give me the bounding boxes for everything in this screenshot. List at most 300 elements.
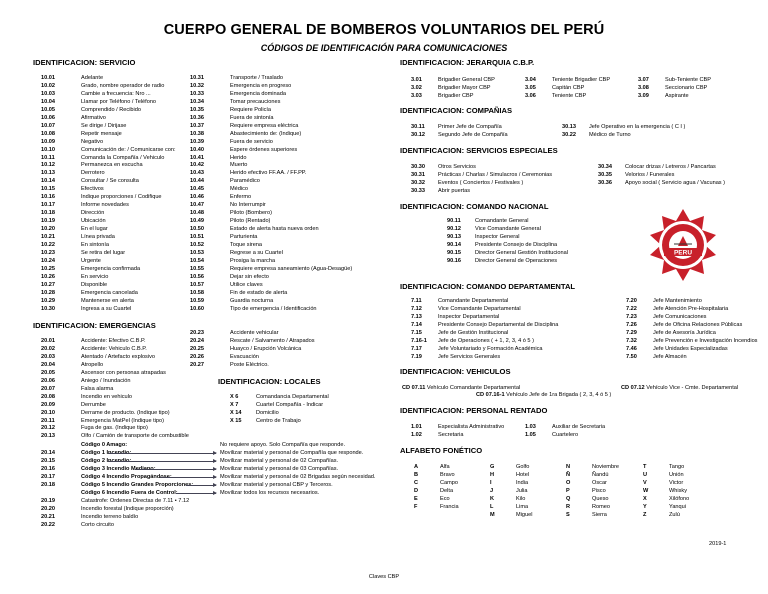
item-code: 20.24 <box>190 337 204 344</box>
list-item <box>411 423 504 431</box>
item-label: Fuga de gas. (Indique tipo) <box>81 425 148 432</box>
page-footer: Claves CBP <box>368 574 400 580</box>
item-label: Eventos ( Conciertos / Festivales ) <box>438 179 524 186</box>
item-label: Accidente: Efectivo C.B.P. <box>81 338 146 344</box>
arrow-codigo-5 <box>186 485 216 486</box>
fonetico-item <box>414 471 455 479</box>
item-code: 30.33 <box>411 187 425 194</box>
fonetico-word: Whisky <box>669 487 688 494</box>
item-code: 10.08 <box>41 130 55 137</box>
fonetico-word: Victor <box>669 479 684 486</box>
list-item <box>411 313 499 321</box>
item-code: X 7 <box>230 401 239 408</box>
item-label: Comanda la Compañía / Vehiculo <box>81 154 165 161</box>
item-code: 10.39 <box>190 138 204 145</box>
fonetico-item <box>566 487 606 495</box>
vehiculo-label: Vehículo Vice - Cmte. Departamental <box>646 385 739 391</box>
item-code: 10.35 <box>190 106 204 113</box>
item-label: Abastecimiento de: (Indique) <box>230 130 302 137</box>
list-item <box>41 417 164 425</box>
vehiculo-row-3 <box>476 391 611 399</box>
list-item <box>411 131 508 139</box>
item-code: 10.47 <box>190 202 204 209</box>
list-item <box>41 297 134 305</box>
item-label: Especialista Administrativo <box>438 424 505 430</box>
item-code: 7.16-1 <box>411 337 427 344</box>
item-code: 90.14 <box>447 241 461 248</box>
list-item <box>626 297 702 305</box>
item-label: Herido <box>230 154 247 161</box>
item-code: 30.31 <box>411 171 425 178</box>
item-label: Toque sirena <box>230 241 263 248</box>
fonetico-item <box>414 463 450 471</box>
item-label: Jefe Voluntariado y Formación Académica <box>438 345 543 352</box>
item-label: Seccionario CBP <box>665 84 708 91</box>
fonetico-letter: E <box>414 495 418 502</box>
item-label: Jefe Mantenimiento <box>653 298 702 304</box>
fonetico-word: Hotel <box>516 471 530 478</box>
list-item <box>598 171 674 179</box>
fonetico-letter: O <box>566 479 571 486</box>
item-label: Código 6 Incendio Fuera de Control: <box>81 489 178 496</box>
item-code: 1.01 <box>411 424 422 430</box>
item-label: Vice Comandante General <box>475 225 541 232</box>
list-item <box>190 337 315 345</box>
item-code: 10.38 <box>190 130 204 137</box>
fonetico-word: Alfa <box>440 464 450 470</box>
item-code: 10.26 <box>41 273 55 280</box>
item-label: Apoyo social ( Servicio agua / Vacunas ) <box>625 179 726 186</box>
item-label: Tomar precauciones <box>230 98 281 105</box>
list-item <box>447 225 541 233</box>
arrow-codigo-4 <box>160 477 216 478</box>
item-code: 3.02 <box>411 84 422 91</box>
fonetico-letter: L <box>490 503 494 510</box>
fonetico-word: India <box>516 479 529 486</box>
fonetico-letter: Y <box>643 503 647 510</box>
item-label: Comprendido / Recibido <box>81 106 142 113</box>
item-code: 20.25 <box>190 345 204 352</box>
item-code: 90.13 <box>447 233 461 240</box>
list-item <box>41 114 106 122</box>
list-item <box>411 187 470 195</box>
list-item <box>41 505 174 513</box>
fonetico-word: Golfo <box>516 464 530 470</box>
fonetico-letter: Q <box>566 495 571 502</box>
item-label: Huayco / Erupción Volcánica <box>230 345 302 352</box>
item-label: Segundo Jefe de Compañía <box>438 131 508 138</box>
item-label: Capitán CBP <box>552 84 585 91</box>
list-item <box>230 393 329 401</box>
list-item <box>41 337 146 345</box>
item-code: 10.21 <box>41 234 55 240</box>
list-item <box>41 161 143 169</box>
item-label: Parturienta <box>230 234 258 240</box>
item-code: 20.01 <box>41 338 55 344</box>
item-code: 3.08 <box>638 84 649 91</box>
jerarquia-item <box>638 76 711 84</box>
item-code: 20.18 <box>41 481 55 488</box>
fonetico-letter: T <box>643 464 647 470</box>
item-code: 3.09 <box>638 92 649 99</box>
item-code: 3.04 <box>525 77 536 83</box>
list-item <box>41 185 104 193</box>
item-label: Velorios / Funerales <box>625 171 675 178</box>
item-code: 10.10 <box>41 146 55 153</box>
list-item <box>41 385 113 393</box>
fonetico-letter: B <box>414 471 419 478</box>
item-code: 10.36 <box>190 114 204 121</box>
fonetico-item <box>490 463 529 471</box>
fonetico-word: Romeo <box>592 503 611 510</box>
list-item <box>41 209 104 217</box>
list-item <box>411 163 476 171</box>
list-item <box>41 289 138 297</box>
list-item <box>190 249 283 257</box>
item-code: 7.19 <box>411 353 422 360</box>
item-label: Negativo <box>81 138 104 145</box>
fonetico-item <box>490 503 528 511</box>
item-label: Comandancia Departamental <box>256 394 329 400</box>
list-item <box>41 130 122 138</box>
item-label: Centro de Trabajo <box>256 417 301 424</box>
item-code: 10.17 <box>41 202 55 209</box>
item-label: Ascensor con personas atrapadas <box>81 369 166 376</box>
list-item <box>41 82 164 90</box>
section-header-emergencias: IDENTIFICACION: EMERGENCIAS <box>33 321 156 330</box>
item-label: Médico de Turno <box>589 131 631 138</box>
item-label: Domicilio <box>256 409 279 416</box>
fonetico-word: Eco <box>440 495 450 502</box>
list-item <box>626 337 757 345</box>
item-code: 7.11 <box>411 298 422 304</box>
list-item <box>411 297 508 305</box>
list-item <box>190 361 269 369</box>
item-code: 30.30 <box>411 164 425 170</box>
list-item <box>190 82 291 90</box>
list-item <box>41 74 103 82</box>
item-label: Tipo de emergencia / Identificación <box>230 305 317 312</box>
fonetico-word: Queso <box>592 495 609 502</box>
jerarquia-item <box>638 84 707 92</box>
item-code: 7.29 <box>626 329 637 336</box>
list-item <box>190 154 246 162</box>
item-label: Inspector General <box>475 233 520 240</box>
list-item <box>41 201 129 209</box>
fonetico-letter: V <box>643 479 647 486</box>
item-code: 3.01 <box>411 77 422 83</box>
item-code: 20.17 <box>41 473 55 480</box>
item-code: 7.20 <box>626 298 637 304</box>
fonetico-letter: F <box>414 503 418 510</box>
item-code: 10.40 <box>190 146 204 153</box>
item-label: Accidente: Vehiculo C.B.P. <box>81 345 147 352</box>
item-label: Se dirige / Dirijase <box>81 122 127 129</box>
list-item <box>41 481 193 489</box>
list-item <box>447 249 568 257</box>
item-code: 20.08 <box>41 393 55 400</box>
fonetico-item <box>490 511 532 519</box>
item-label: Disponible <box>81 281 108 288</box>
list-item <box>41 489 178 497</box>
item-code: 10.54 <box>190 257 204 264</box>
item-label: Otros Servicios <box>438 164 476 170</box>
item-label: Piloto (Bombero) <box>230 210 272 217</box>
item-label: Dejar sin efecto <box>230 273 269 280</box>
item-label: Jefe Unidades Especializadas <box>653 345 728 352</box>
item-code: 10.16 <box>41 194 55 201</box>
item-code: 10.06 <box>41 114 55 121</box>
codigo-desc: No requiere apoyo. Solo Compañía que responde. <box>220 442 346 448</box>
item-code: 10.14 <box>41 178 55 185</box>
fonetico-item <box>566 511 607 519</box>
item-code: 7.14 <box>411 321 422 328</box>
fonetico-letter: K <box>490 495 495 502</box>
item-code: 20.09 <box>41 401 55 408</box>
list-item <box>41 217 106 225</box>
list-item <box>626 305 728 313</box>
list-item <box>41 177 139 185</box>
item-code: 20.23 <box>190 330 204 336</box>
item-label: Jefe de Oficina Relaciones Públicas <box>653 321 743 328</box>
list-item <box>411 345 542 353</box>
fonetico-word: Campo <box>440 479 459 486</box>
item-code: 10.19 <box>41 218 55 225</box>
section-header-rentado: IDENTIFICACION: PERSONAL RENTADO <box>400 406 548 415</box>
item-label: Código 1 Incendio: <box>81 449 132 456</box>
list-item <box>190 130 301 138</box>
fonetico-letter: A <box>414 464 419 470</box>
item-code: 10.23 <box>41 249 55 256</box>
item-label: Atropello <box>81 361 104 368</box>
item-code: 10.59 <box>190 297 204 304</box>
fonetico-item <box>414 487 453 495</box>
item-label: Catastrofe: Ordenes Directas de 7.11 • 7.12 <box>81 498 190 504</box>
list-item <box>411 123 502 131</box>
list-item <box>41 473 172 481</box>
item-code: 3.05 <box>525 84 536 91</box>
vehiculo-code: CD 07.11 <box>402 385 426 391</box>
item-label: Fuera de servicio <box>230 138 273 145</box>
fonetico-letter: S <box>566 511 570 518</box>
list-item <box>41 345 147 353</box>
list-item <box>41 273 108 281</box>
fonetico-word: Noviembre <box>592 464 620 470</box>
jerarquia-item <box>411 76 495 84</box>
list-item <box>626 321 742 329</box>
item-code: 90.16 <box>447 257 461 264</box>
item-code: 1.03 <box>525 424 536 430</box>
item-code: 10.22 <box>41 241 55 248</box>
item-code: 7.32 <box>626 337 637 344</box>
list-item <box>41 377 130 385</box>
fonetico-item <box>490 479 528 487</box>
list-item <box>626 345 728 353</box>
item-label: Prácticas / Charlas / Simulacros / Ceremonias <box>438 171 553 178</box>
item-label: Jefe Almacén <box>653 353 687 360</box>
item-label: Consultar / Se consulta <box>81 178 139 185</box>
item-label: Fuera de sintonía <box>230 114 274 121</box>
item-code: 10.33 <box>190 90 204 97</box>
list-item <box>41 497 189 505</box>
item-code: 10.60 <box>190 305 204 312</box>
list-item <box>41 154 164 162</box>
section-header-fonetico: ALFABETO FONÉTICO <box>400 446 483 455</box>
fonetico-item <box>490 495 525 503</box>
item-label: Cuartelero <box>552 431 579 438</box>
item-code: 7.46 <box>626 345 637 352</box>
fonetico-word: Kilo <box>516 495 526 502</box>
item-code: 10.57 <box>190 281 204 288</box>
fonetico-item <box>414 495 450 503</box>
item-code: 30.36 <box>598 179 612 186</box>
item-label: Atentado / Artefacto explosivo <box>81 353 156 360</box>
item-code: 20.03 <box>41 353 55 360</box>
fonetico-word: Delta <box>440 487 454 494</box>
item-code: 10.58 <box>190 289 204 296</box>
jerarquia-item <box>525 92 586 100</box>
list-item <box>411 329 508 337</box>
list-item <box>190 169 306 177</box>
item-code: 20.10 <box>41 409 55 416</box>
list-item <box>190 90 286 98</box>
list-item <box>41 361 103 369</box>
item-code: 10.44 <box>190 178 204 185</box>
fonetico-item <box>566 463 619 471</box>
item-label: Brigadier CBP <box>438 92 474 99</box>
item-code: 10.42 <box>190 162 204 169</box>
item-code: 10.24 <box>41 257 55 264</box>
item-label: Requiere empresa saneamiento (Agua-Desagüe) <box>230 265 353 272</box>
fonetico-letter: C <box>414 479 419 486</box>
list-item <box>41 241 109 249</box>
item-code: 10.15 <box>41 186 55 193</box>
item-label: Jefe Operativo en la emergencia ( C I ) <box>589 124 686 130</box>
item-code: 10.32 <box>190 82 204 89</box>
item-code: 10.55 <box>190 265 204 272</box>
item-code: 10.20 <box>41 226 55 233</box>
fonetico-letter: Z <box>643 511 647 518</box>
item-code: 10.50 <box>190 226 204 233</box>
item-label: Vice Comandante Departamental <box>438 305 521 312</box>
item-label: Jefe de Gestión Institucional <box>438 329 509 336</box>
item-label: Sub-Teniente CBP <box>665 77 712 83</box>
item-code: 10.51 <box>190 234 204 240</box>
item-label: Presidente Consejo de Disciplina <box>475 241 558 248</box>
item-label: Primer Jefe de Compañía <box>438 124 502 130</box>
list-item <box>41 393 132 401</box>
list-item <box>41 193 162 201</box>
item-label: Fin de estado de alerta <box>230 289 288 296</box>
item-code: 1.02 <box>411 431 422 438</box>
list-item <box>41 249 125 257</box>
item-code: 20.22 <box>41 521 55 528</box>
item-code: 10.37 <box>190 122 204 129</box>
fonetico-item <box>643 503 686 511</box>
item-code: 7.13 <box>411 313 422 320</box>
list-item <box>598 179 725 187</box>
edition-year: 2019-1 <box>709 541 727 547</box>
arrow-codigo-1 <box>108 453 216 454</box>
item-code: 7.12 <box>411 305 422 312</box>
cbp-logo <box>648 208 718 282</box>
fonetico-letter: H <box>490 471 495 478</box>
section-header-comando-departamental: IDENTIFICACION: COMANDO DEPARTAMENTAL <box>400 282 576 291</box>
list-item <box>41 353 155 361</box>
item-code: 10.30 <box>41 305 55 312</box>
item-label: Código 2 Incendio: <box>81 457 132 464</box>
item-code: 30.34 <box>598 164 612 170</box>
fonetico-word: Tango <box>669 464 685 470</box>
fonetico-item <box>643 479 683 487</box>
fonetico-item <box>643 471 684 479</box>
arrow-codigo-6 <box>176 493 216 494</box>
item-code: 3.03 <box>411 92 422 99</box>
list-item <box>190 353 259 361</box>
item-code: 1.05 <box>525 431 536 438</box>
section-header-comando-nacional: IDENTIFICACION: COMANDO NACIONAL <box>400 202 549 211</box>
item-label: Brigadier General CBP <box>438 77 495 83</box>
item-label: Olfo / Camión de transporte de combustible <box>81 433 189 440</box>
item-label: Transporte / Traslado <box>230 75 283 81</box>
item-code: 10.52 <box>190 241 204 248</box>
item-code: 20.14 <box>41 449 55 456</box>
item-code: 10.48 <box>190 210 204 217</box>
item-label: Ubicación <box>81 218 106 225</box>
item-code: 10.05 <box>41 106 55 113</box>
item-label: Código 3 Incendio Mediano: <box>81 465 156 472</box>
page-subtitle: CÓDIGOS DE IDENTIFICACIÓN PARA COMUNICACIONES <box>260 43 508 53</box>
item-label: Director General Gestión Institucional <box>475 249 568 256</box>
item-code: 20.06 <box>41 377 55 384</box>
fonetico-item <box>414 479 458 487</box>
fonetico-item <box>490 471 529 479</box>
list-item <box>41 257 101 265</box>
list-item <box>190 241 262 249</box>
list-item <box>411 171 552 179</box>
item-label: Informe novedades <box>81 202 129 209</box>
item-label: Derrumbe <box>81 401 106 408</box>
item-label: Director General de Operaciones <box>475 257 558 264</box>
list-item <box>190 265 352 273</box>
fonetico-letter: I <box>490 479 492 486</box>
fonetico-word: Pisco <box>592 487 606 494</box>
item-code: 10.45 <box>190 186 204 193</box>
list-item <box>190 122 298 130</box>
item-label: Ingresa a su Cuartel <box>81 305 132 312</box>
item-code: 10.27 <box>41 281 55 288</box>
fonetico-word: Bravo <box>440 471 455 478</box>
fonetico-letter: N <box>566 464 571 470</box>
item-label: Derrotero <box>81 170 105 177</box>
list-item <box>41 521 114 529</box>
item-label: Emergencia cancelada <box>81 289 138 296</box>
fonetico-letter: D <box>414 487 419 494</box>
list-item <box>190 217 270 225</box>
item-code: 30.22 <box>562 131 576 138</box>
item-code: 20.02 <box>41 345 55 352</box>
list-item <box>41 106 141 114</box>
item-code: 20.20 <box>41 505 55 512</box>
item-label: En el lugar <box>81 226 108 233</box>
fonetico-item <box>566 471 608 479</box>
item-label: En servicio <box>81 273 109 280</box>
list-item <box>190 281 263 289</box>
list-item <box>41 225 108 233</box>
item-label: Jefe de Asesoría Jurídica <box>653 329 716 336</box>
item-label: Falsa alarma <box>81 385 114 392</box>
list-item <box>41 432 189 440</box>
